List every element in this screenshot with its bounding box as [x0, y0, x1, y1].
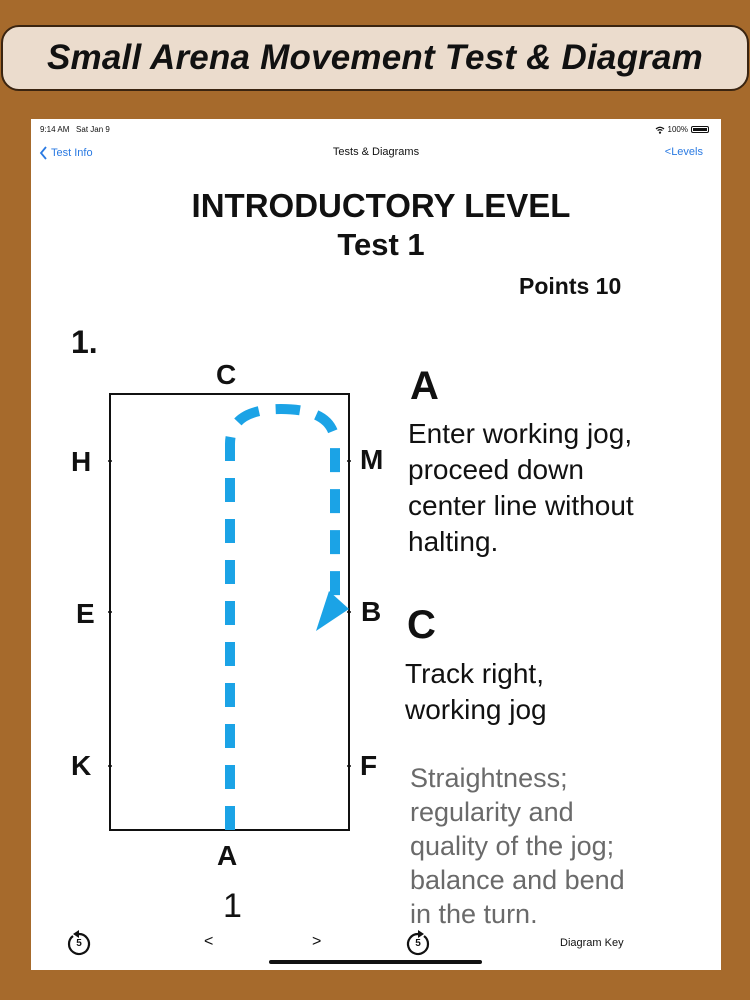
test-title: Test 1	[337, 227, 425, 262]
movement-path	[230, 409, 335, 830]
description-line: Track right,	[405, 658, 544, 689]
arena-letter-m: M	[360, 444, 384, 475]
criteria-line: balance and bend	[410, 865, 625, 895]
arena-letter-k: K	[71, 750, 92, 781]
battery-percent: 100%	[667, 125, 688, 134]
path-arrowhead	[316, 591, 349, 631]
movement-description-c	[405, 656, 547, 728]
movement-marker-c: C	[407, 603, 436, 647]
home-indicator	[269, 960, 482, 964]
nav-title: Tests & Diagrams	[332, 146, 420, 158]
app-banner	[1, 25, 749, 91]
arena-letter-e: E	[76, 598, 95, 629]
arena-letter-h: H	[71, 446, 92, 477]
arena-letter-a: A	[217, 840, 238, 871]
criteria-line: in the turn.	[410, 899, 538, 929]
description-line: working jog	[405, 694, 547, 725]
rewind-5-button[interactable]	[64, 929, 94, 959]
arena-letter-f: F	[360, 750, 378, 781]
description-line: proceed down	[408, 454, 584, 485]
movement-number: 1.	[71, 324, 98, 360]
next-button[interactable]: >	[312, 933, 322, 950]
previous-button[interactable]: <	[204, 933, 214, 950]
level-title: INTRODUCTORY LEVEL	[191, 187, 571, 224]
arena-letter-c: C	[216, 359, 237, 390]
points-label: Points 10	[519, 273, 622, 299]
forward-count: 5	[415, 938, 421, 949]
status-time: 9:14 AM	[40, 125, 70, 134]
rewind-count: 5	[76, 938, 82, 949]
forward-5-button[interactable]	[403, 929, 433, 959]
movement-marker-a: A	[410, 364, 439, 408]
levels-button[interactable]: <Levels	[664, 146, 703, 158]
diagram-key-button[interactable]: Diagram Key	[560, 937, 624, 949]
arena-letter-b: B	[361, 596, 382, 627]
banner-title: Small Arena Movement Test & Diagram	[47, 38, 703, 77]
scoring-criteria	[410, 761, 625, 931]
description-line: Enter working jog,	[408, 418, 633, 449]
tablet-screen	[31, 119, 721, 970]
criteria-line: regularity and	[410, 797, 574, 827]
description-line: halting.	[408, 526, 499, 557]
description-line: center line without	[408, 490, 634, 521]
movement-description-a	[408, 416, 634, 560]
page-indicator: 1	[223, 887, 242, 925]
criteria-line: quality of the jog;	[410, 831, 615, 861]
status-date: Sat Jan 9	[76, 125, 110, 134]
criteria-line: Straightness;	[410, 763, 568, 793]
back-label: Test Info	[51, 147, 93, 159]
